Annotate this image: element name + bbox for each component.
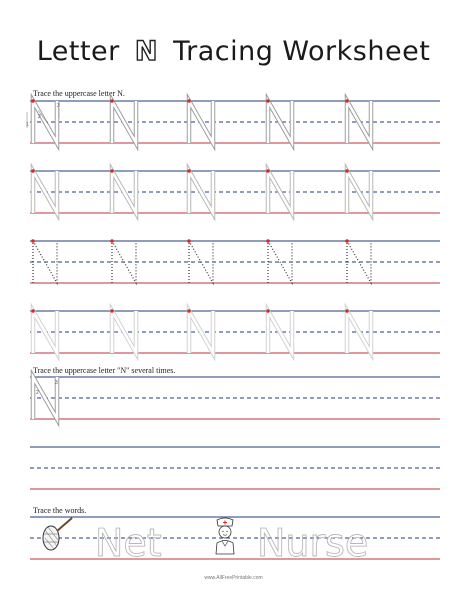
fishing-net-icon: [43, 518, 72, 550]
nurse-icon: [216, 518, 234, 554]
start-dot: [266, 239, 270, 243]
stroke-number-2b: 2: [36, 390, 39, 396]
start-dot: [110, 239, 114, 243]
stroke-number-2: 2: [38, 114, 41, 120]
ruled-lines-row-2: [30, 171, 440, 213]
start-dot: [110, 99, 114, 103]
start-dot: [31, 99, 35, 103]
start-dot: [31, 169, 35, 173]
start-dot: [31, 239, 35, 243]
start-dot: [266, 169, 270, 173]
stroke-number-3: 3: [57, 103, 60, 109]
word-nurse: Nurse: [257, 521, 369, 565]
ruled-lines-row-6: [30, 447, 440, 489]
instruction-trace-words: Trace the words.: [33, 506, 87, 515]
title-before: Letter: [36, 36, 120, 67]
start-dot: [266, 99, 270, 103]
ruled-lines-row-4: [30, 311, 440, 353]
start-dot: [266, 309, 270, 313]
title-letter: N: [134, 36, 158, 67]
letter-n-trace: [187, 239, 213, 283]
letter-n-trace: [110, 99, 136, 143]
letter-n-trace: [187, 99, 213, 143]
letter-n-trace: [266, 99, 292, 143]
ruled-lines-row-1: [30, 101, 440, 143]
start-dot: [345, 169, 349, 173]
start-dot: [345, 309, 349, 313]
title-after: Tracing Worksheet: [173, 36, 431, 67]
ruled-lines-row-7: [30, 517, 440, 559]
letter-n-trace: [266, 169, 292, 213]
letter-n-trace: [345, 309, 371, 353]
start-dot: [31, 309, 35, 313]
start-dot: [110, 169, 114, 173]
tracing-letters: [31, 99, 371, 419]
ruled-lines-row-3: [30, 241, 440, 283]
footer-url: www.AllFreePrintable.com: [204, 575, 263, 581]
letter-n-trace: [266, 239, 292, 283]
stroke-number-1: 1: [26, 122, 29, 128]
letter-n-trace: [266, 309, 292, 353]
instruction-trace-several: Trace the uppercase letter "N" several times.: [33, 366, 176, 375]
letter-n-trace: [345, 99, 371, 143]
start-dot: [187, 99, 191, 103]
letter-n-trace: [31, 99, 57, 143]
letter-n-trace: [31, 239, 57, 283]
letter-n-trace: [345, 239, 371, 283]
word-net: Net: [95, 521, 162, 565]
stroke-number-3b: 3: [55, 380, 58, 386]
start-dot: [345, 239, 349, 243]
letter-n-trace: [345, 169, 371, 213]
letter-n-trace: [110, 309, 136, 353]
letter-n-trace: [187, 309, 213, 353]
letter-n-trace: [110, 169, 136, 213]
start-dot: [187, 169, 191, 173]
start-dot: [187, 309, 191, 313]
start-dot: [187, 239, 191, 243]
ruled-lines-row-5: [30, 377, 440, 419]
instruction-trace-letter: Trace the uppercase letter N.: [33, 89, 125, 98]
letter-n-trace: [110, 239, 136, 283]
letter-n-trace: [187, 169, 213, 213]
start-dot: [345, 99, 349, 103]
letter-n-trace: [31, 169, 57, 213]
start-dot: [110, 309, 114, 313]
letter-n-trace: [31, 309, 57, 353]
